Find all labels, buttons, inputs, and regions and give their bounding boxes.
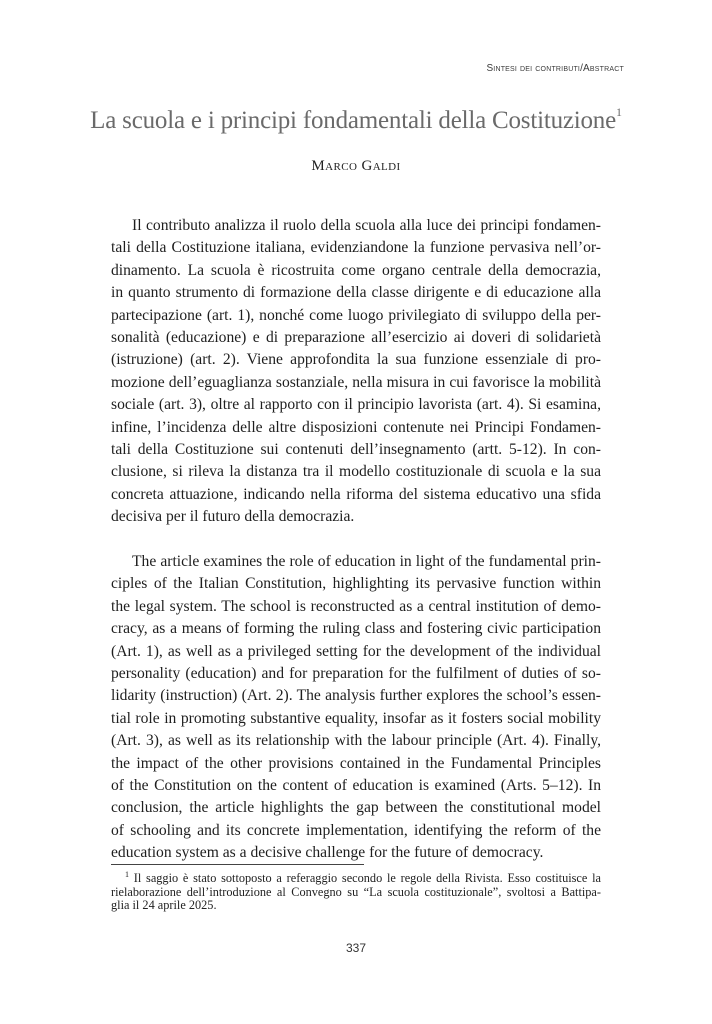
abstract-line: (Art. 1), as well as a privileged setting for the development of the individual — [111, 642, 601, 660]
abstract-line: sociale (art. 3), oltre al rapporto con il principio lavorista (art. 4). Si esamina, — [111, 396, 601, 414]
abstract-english — [111, 551, 601, 865]
abstract-line: cracy, as a means of forming the ruling class and fostering civic participation — [111, 620, 601, 638]
abstract-line: concreta attuazione, indicando nella riforma del sistema educativo una sfida — [111, 485, 601, 503]
footnote-text: Il saggio è stato sottoposto a referaggio secondo le regole della Rivista. Esso costituisce la — [129, 871, 601, 886]
abstract-line: The article examines the role of education in light of the fundamental prin- — [132, 553, 601, 570]
abstract-line: Il contributo analizza il ruolo della scuola alla luce dei principi fondamen- — [132, 217, 601, 234]
title-text: La scuola e i principi fondamentali della Costituzione — [90, 107, 617, 134]
abstract-line: mozione dell’eguaglianza sostanziale, nella misura in cui favorisce la mobilità — [111, 373, 601, 391]
abstract-line: the impact of the other provisions contained in the Fundamental Principles — [111, 754, 601, 772]
abstract-line: conclusion, the article highlights the gap between the constitutional model — [111, 799, 601, 817]
page-number: 337 — [345, 941, 367, 955]
abstract-italian — [111, 215, 601, 529]
abstract-line: lidarity (instruction) (Art. 2). The analysis further explores the school’s essen- — [111, 687, 601, 705]
article-title — [0, 107, 712, 135]
footnote-line: glia il 24 aprile 2025. — [111, 898, 217, 913]
abstract-line: personality (education) and for preparation for the fulfilment of duties of so- — [111, 665, 601, 683]
abstract-line: the legal system. The school is reconstructed as a central institution of demo- — [111, 597, 601, 615]
abstract-line: tali della Costituzione sui contenuti dell’insegnamento (artt. 5-12). In con- — [111, 441, 601, 459]
title-footnote-marker[interactable]: 1 — [616, 105, 622, 119]
abstract-line: (istruzione) (art. 2). Viene approfondita la sua funzione essenziale di pro- — [111, 351, 601, 369]
abstract-line: partecipazione (art. 1), nonché come luogo privilegiato di sviluppo della per- — [111, 306, 601, 324]
abstract-line: infine, l’incidenza delle altre disposizioni contenute nei Principi Fondamen- — [111, 418, 601, 436]
abstract-line: in quanto strumento di formazione della classe dirigente e di educazione alla — [111, 284, 601, 302]
footnote-line: rielaborazione dell’introduzione al Convegno su “La scuola costituzionale”, svoltosi a Battipa- — [111, 884, 601, 899]
abstract-line: tial role in promoting substantive equality, insofar as it fosters social mobility — [111, 709, 601, 727]
footnote-separator — [111, 864, 364, 865]
abstract-line: tali della Costituzione italiana, evidenziandone la funzione pervasiva nell’or- — [111, 239, 601, 257]
footnote-line — [111, 868, 601, 886]
abstract-line: (Art. 3), as well as its relationship with the labour principle (Art. 4). Finally, — [111, 732, 601, 750]
abstract-line: clusione, si rileva la distanza tra il modello costituzionale di scuola e la sua — [111, 463, 601, 481]
abstract-line: decisiva per il futuro della democrazia. — [111, 508, 355, 526]
abstract-line: dinamento. La scuola è ricostruita come organo centrale della democrazia, — [111, 261, 601, 279]
author-name: Marco Galdi — [311, 158, 401, 174]
footnote — [111, 868, 601, 913]
abstract-line: of schooling and its concrete implementation, identifying the reform of the — [111, 821, 601, 839]
abstract-line: ciples of the Italian Constitution, highlighting its pervasive function within — [111, 575, 601, 593]
running-head: Sintesi dei contributi/Abstract — [486, 63, 624, 74]
footnote-marker: 1 — [125, 870, 129, 879]
abstract-line: of the Constitution on the content of education is examined (Arts. 5–12). In — [111, 777, 601, 795]
abstract-line: sonalità (educazione) e di preparazione all’esercizio ai doveri di solidarietà — [111, 329, 601, 347]
abstract-line: education system as a decisive challenge for the future of democracy. — [111, 844, 544, 862]
